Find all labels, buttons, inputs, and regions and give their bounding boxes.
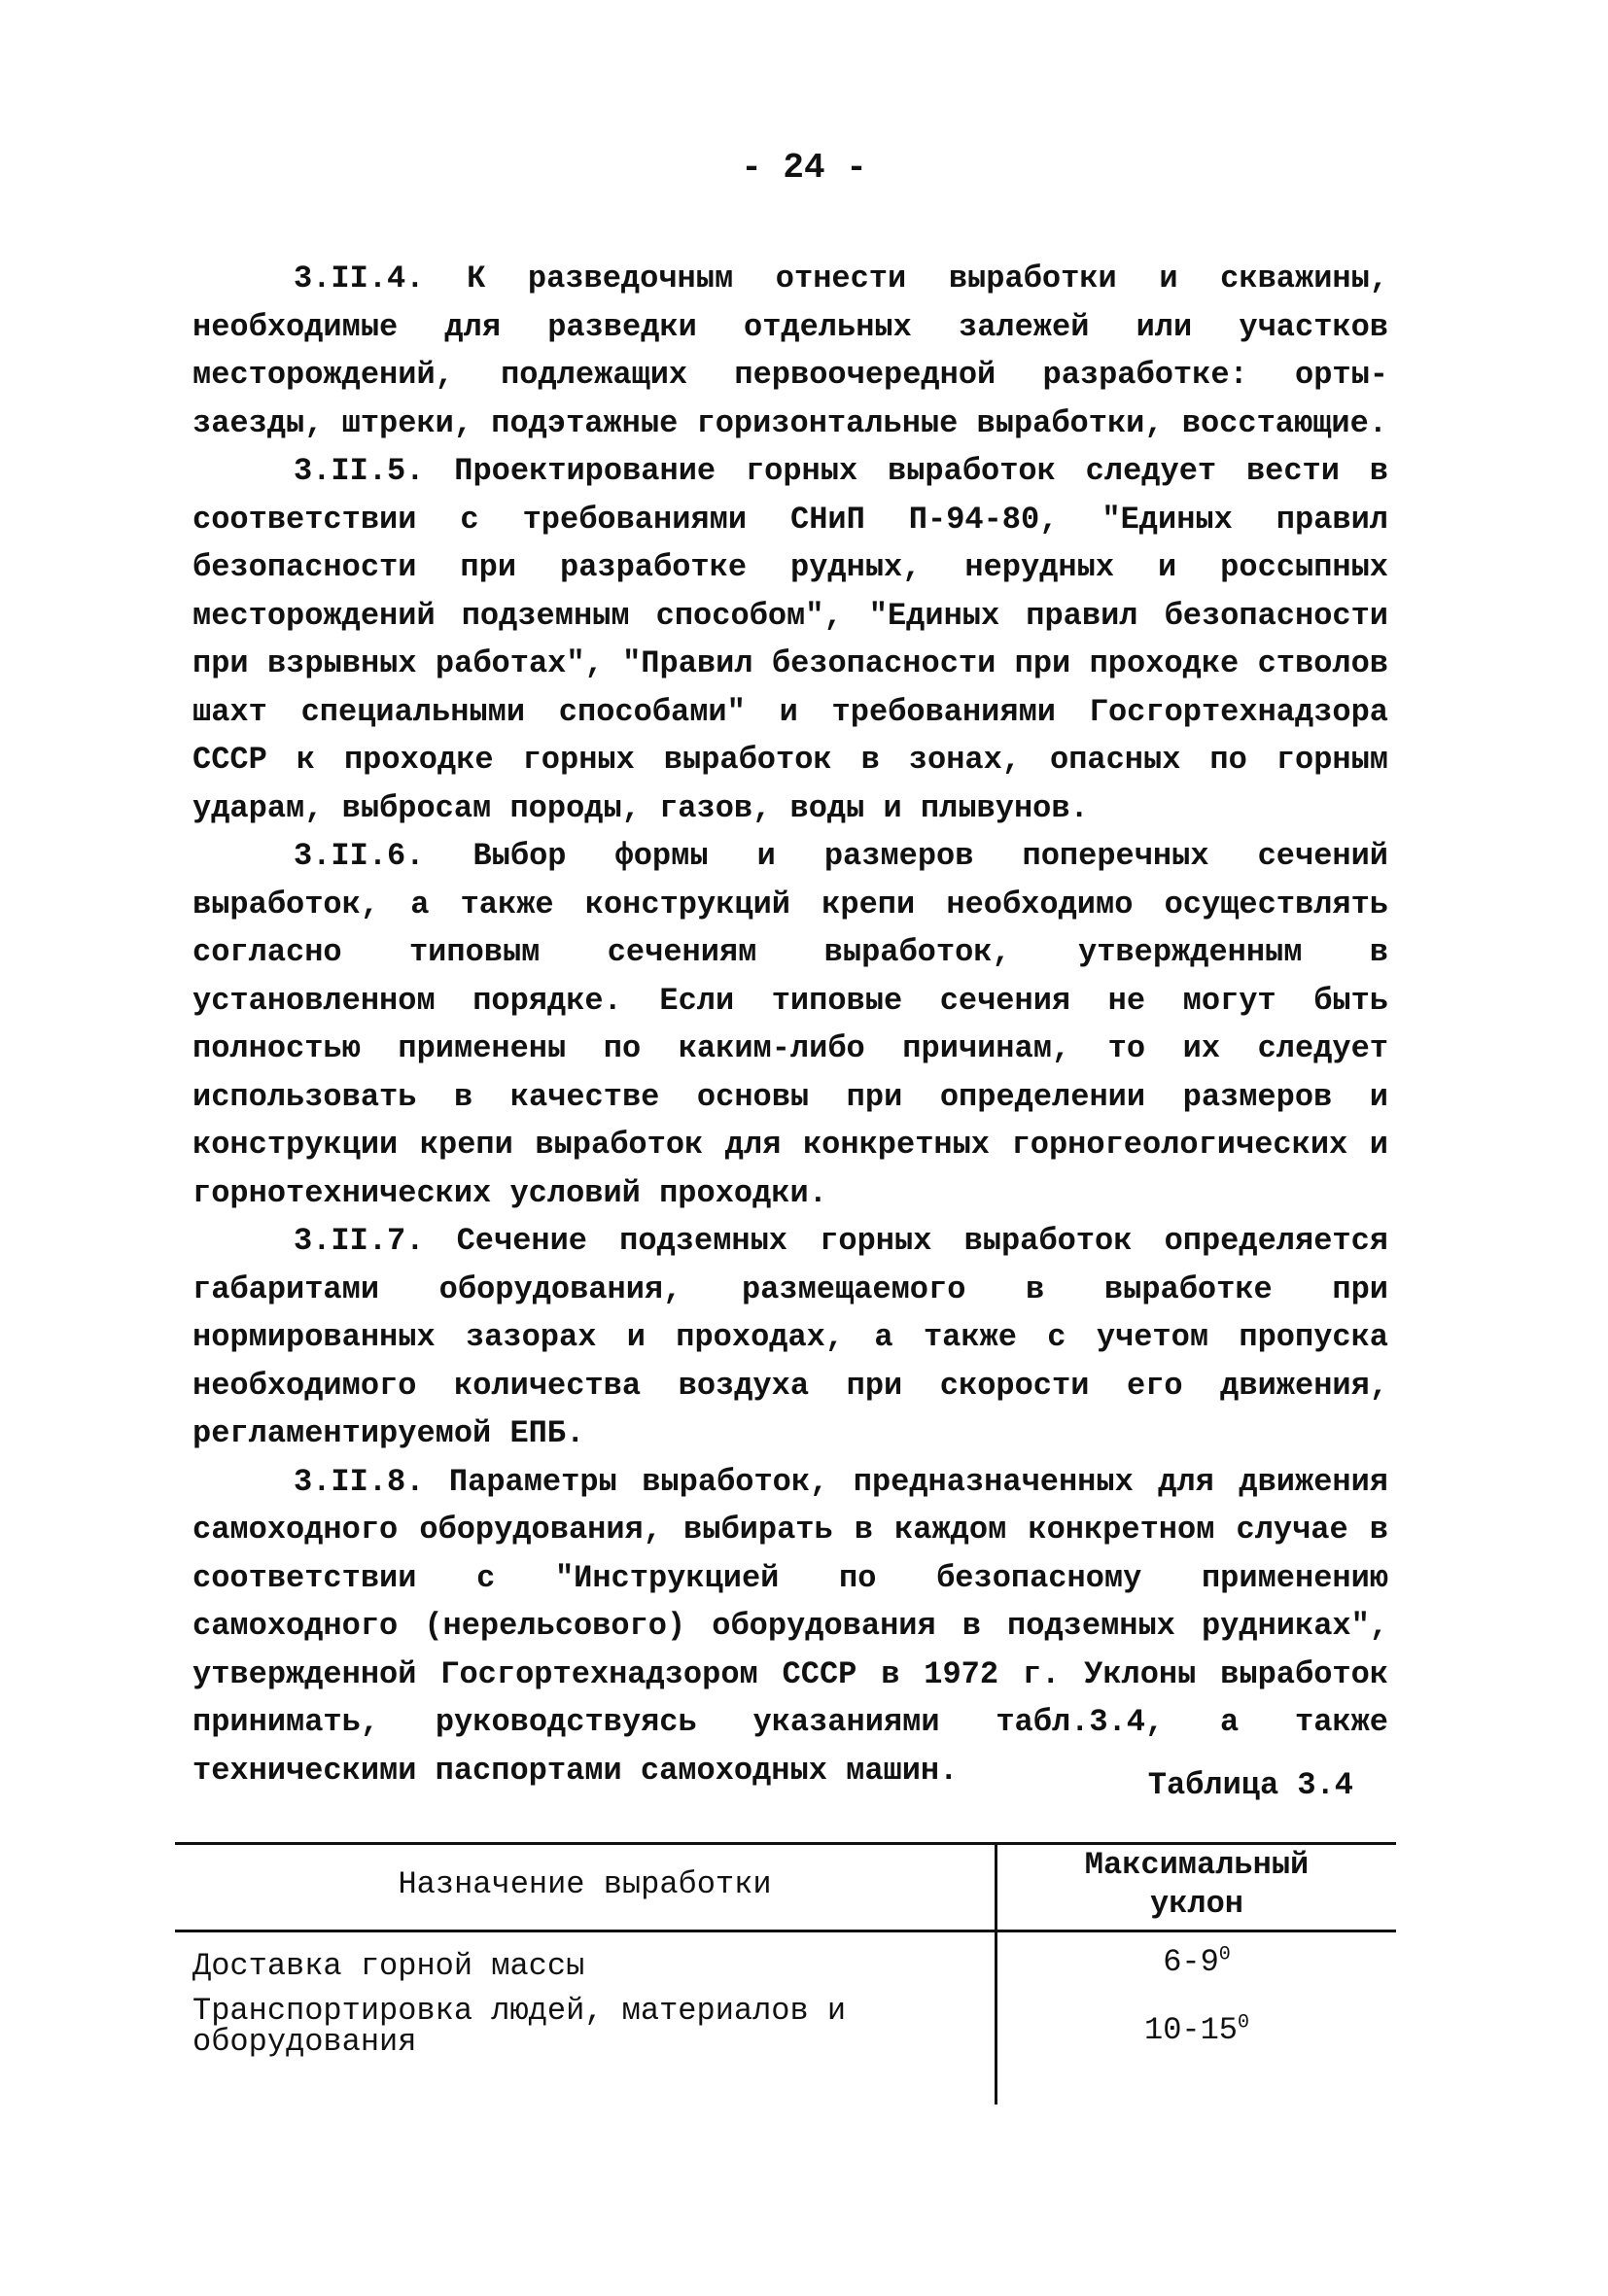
table-row-2-slope-value: 10-15	[1143, 2012, 1238, 2048]
table-row-2-purpose	[192, 1993, 970, 2060]
table-header-purpose: Назначение выработки	[398, 1866, 772, 1902]
slope-table	[175, 1842, 1396, 2105]
table-row-1-purpose-line1: Доставка горной массы	[192, 1948, 585, 1984]
table-row-1-slope-value: 6-9	[1163, 1944, 1219, 1980]
paragraph-3-11-7: 3.II.7. Сечение подземных горных выработок определяется габаритами оборудования, размещаемого в выработке при нормированных зазорах и проходах, а также с учетом пропуска необходимого количества воздуха при скорости его движения, регламентируемой ЕПБ.	[192, 1223, 1388, 1451]
table-row-2-slope	[997, 2011, 1396, 2048]
table-header-slope	[997, 1846, 1396, 1924]
body-text	[192, 255, 1388, 1794]
table-caption: Таблица 3.4	[1147, 1767, 1353, 1803]
table-row-2-purpose-line2: оборудования	[192, 2024, 417, 2060]
page-number: - 24 -	[741, 148, 867, 188]
table-top-rule	[175, 1842, 1396, 1845]
table-header-slope-line1: Максимальный	[1084, 1847, 1310, 1883]
paragraph-3-11-4: 3.II.4. К разведочным отнести выработки и скважины, необходимые для разведки отдельных залежей или участков месторождений, подлежащих первоочередной разработке: орты-заезды, штреки, подэтажные горизонтальные выработки, восстающие.	[192, 261, 1388, 441]
table-row-1-purpose	[192, 1948, 970, 1984]
degree-sign: 0	[1218, 1943, 1231, 1966]
table-row-2-purpose-line1: Транспортировка людей, материалов и	[192, 1993, 847, 2029]
table-header-rule	[175, 1930, 1396, 1932]
table-row-1-slope	[997, 1943, 1396, 1980]
degree-sign: 0	[1238, 2011, 1250, 2035]
table-header-slope-line2: уклон	[1149, 1886, 1243, 1922]
paragraph-3-11-8: 3.II.8. Параметры выработок, предназначенных для движения самоходного оборудования, выбирать в каждом конкретном случае в соответствии с "Инструкцией по безопасному применению самоходного (нерельсового) оборудования в подземных рудниках", утвержденной Госгортехнадзором СССР в 1972 г. Уклоны выработок принимать, руководствуясь указаниями табл.3.4, а также техническими паспортами самоходных машин.	[192, 1463, 1388, 1789]
paragraph-3-11-5: 3.II.5. Проектирование горных выработок следует вести в соответствии с требованиями СНиП П-94-80, "Единых правил безопасности при разработке рудных, нерудных и россыпных месторождений подземным способом", "Единых правил безопасности при взрывных работах", "Правил безопасности при проходке стволов шахт специальными способами" и требованиями Госгортехнадзора СССР к проходке горных выработок в зонах, опасных по горным ударам, выбросам породы, газов, воды и плывунов.	[192, 453, 1388, 826]
paragraph-3-11-6: 3.II.6. Выбор формы и размеров поперечных сечений выработок, а также конструкций крепи необходимо осуществлять согласно типовым сечениям выработок, утвержденным в установленном порядке. Если типовые сечения не могут быть полностью применены по каким-либо причинам, то их следует использовать в качестве основы при определении размеров и конструкции крепи выработок для конкретных горногеологических и горнотехнических условий проходки.	[192, 838, 1388, 1211]
